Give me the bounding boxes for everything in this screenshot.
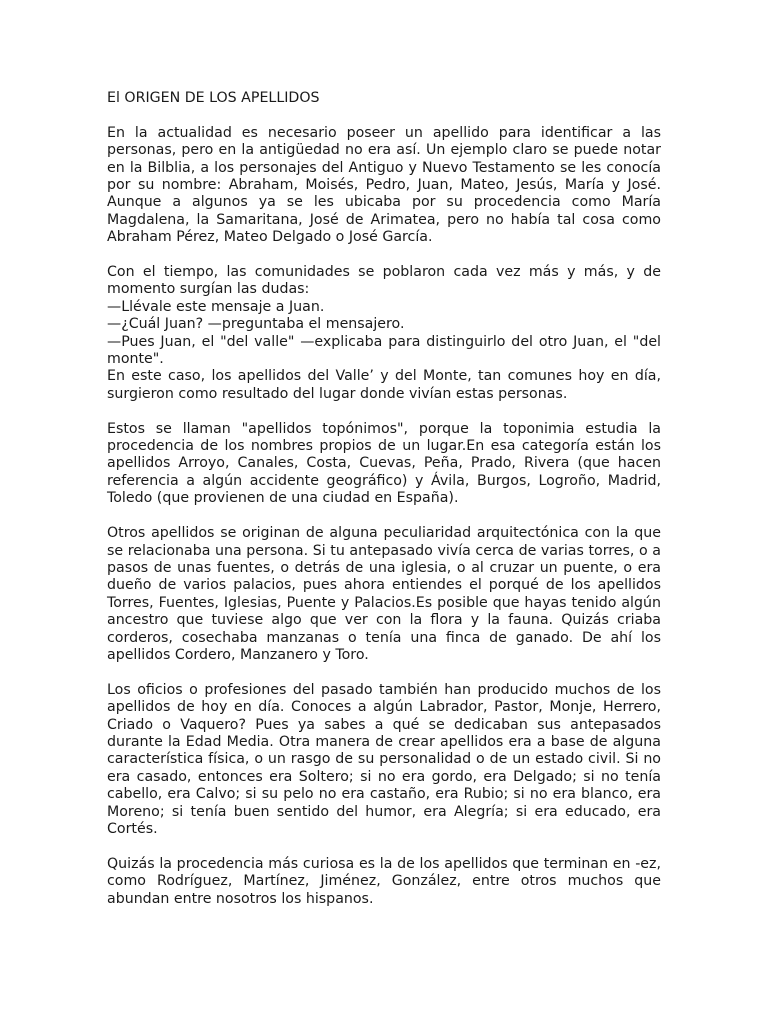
paragraph-4: Otros apellidos se originan de alguna peculiaridad arquitectónica con la que se relacionaba una persona. Si tu antepasado vivía cerca de varias torres, o a pasos de unas fuentes, o detrás de una iglesia, o al cruzar un puente, o era dueño de varios palacios, pues ahora entiendes el porqué de los apellidos Torres, Fuentes, Iglesias, Puente y Palacios.Es posible que hayas tenido algún ancestro que tuviese algo que ver con la flora y la fauna. Quizás criaba corderos, cosechaba manzanas o tenía una finca de ganado. De ahí los apellidos Cordero, Manzanero y Toro.: [107, 525, 661, 663]
document-body: [107, 90, 661, 925]
paragraph-6: Quizás la procedencia más curiosa es la de los apellidos que terminan en -ez, como Rodríguez, Martínez, Jiménez, González, entre otros muchos que abundan entre nosotros los hispanos.: [107, 855, 661, 907]
paragraph-1: En la actualidad es necesario poseer un apellido para identificar a las personas, pero en la antigüedad no era así. Un ejemplo claro se puede notar en la Bilblia, a los personajes del Antiguo y Nuevo Testamento se les conocía por su nombre: Abraham, Moisés, Pedro, Juan, Mateo, Jesús, María y José. Aunque a algunos ya se les ubicaba por su procedencia como María Magdalena, la Samaritana, José de Arimatea, pero no había tal cosa como Abraham Pérez, Mateo Delgado o José García.: [107, 124, 661, 246]
paragraph-2: [107, 264, 661, 403]
paragraph-2-closing: En este caso, los apellidos del Valle’ y del Monte, tan comunes hoy en día, surgieron como resultado del lugar donde vivían estas personas.: [107, 368, 661, 402]
dialogue-line-2: —¿Cuál Juan? —preguntaba el mensajero.: [107, 316, 405, 333]
dialogue-line-1: —Llévale este mensaje a Juan.: [107, 298, 325, 315]
paragraph-3: Estos se llaman "apellidos topónimos", porque la toponimia estudia la procedencia de los nombres propios de un lugar.En esa categoría están los apellidos Arroyo, Canales, Costa, Cuevas, Peña, Prado, Rivera (que hacen referencia a algún accidente geográfico) y Ávila, Burgos, Logroño, Madrid, Toledo (que provienen de una ciudad en España).: [107, 420, 661, 507]
paragraph-2-intro: Con el tiempo, las comunidades se poblaron cada vez más y más, y de momento surgían las dudas:: [107, 264, 661, 298]
paragraph-5: Los oficios o profesiones del pasado también han producido muchos de los apellidos de hoy en día. Conoces a algún Labrador, Pastor, Monje, Herrero, Criado o Vaquero? Pues ya sabes a qué se dedicaban sus antepasados durante la Edad Media. Otra manera de crear apellidos era a base de alguna característica física, o un rasgo de su personalidad o de un estado civil. Si no era casado, entonces era Soltero; si no era gordo, era Delgado; si no tenía cabello, era Calvo; si su pelo no era castaño, era Rubio; si no era blanco, era Moreno; si tenía buen sentido del humor, era Alegría; si era educado, era Cortés.: [107, 681, 661, 837]
dialogue-line-3: —Pues Juan, el "del valle" —explicaba para distinguirlo del otro Juan, el "del monte".: [107, 333, 661, 368]
document-title: El ORIGEN DE LOS APELLIDOS: [107, 90, 320, 106]
